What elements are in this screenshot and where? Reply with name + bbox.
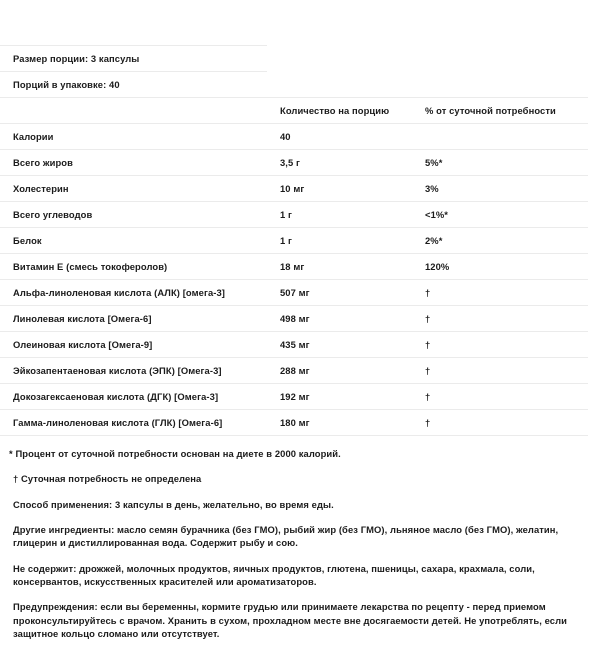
table-row <box>0 124 588 150</box>
nutrient-daily-value: † <box>412 384 588 410</box>
nutrient-name: Гамма-линоленовая кислота (ГЛК) [Омега-6] <box>0 410 267 436</box>
nutrient-amount: 498 мг <box>267 306 412 332</box>
nutrient-amount: 288 мг <box>267 358 412 384</box>
table-row <box>0 280 588 306</box>
servings-per-container-dv <box>412 72 588 98</box>
table-row <box>0 254 588 280</box>
nutrient-daily-value: 120% <box>412 254 588 280</box>
column-header-amount-per-serving: Количество на порцию <box>267 98 412 124</box>
nutrient-daily-value: 3% <box>412 176 588 202</box>
nutrient-amount: 10 мг <box>267 176 412 202</box>
supplement-facts-body <box>0 46 588 437</box>
serving-size-row <box>0 46 588 72</box>
nutrient-name: Линолевая кислота [Омега-6] <box>0 306 267 332</box>
nutrient-daily-value: † <box>412 358 588 384</box>
nutrient-amount: 180 мг <box>267 410 412 436</box>
column-header-nutrient <box>0 98 267 124</box>
notes-section <box>0 447 588 640</box>
nutrient-amount: 507 мг <box>267 280 412 306</box>
nutrient-daily-value <box>412 124 588 150</box>
nutrient-amount: 40 <box>267 124 412 150</box>
nutrient-daily-value: † <box>412 410 588 436</box>
table-row <box>0 332 588 358</box>
nutrient-daily-value: 5%* <box>412 150 588 176</box>
table-row <box>0 410 588 436</box>
supplement-facts-table <box>0 45 588 436</box>
table-row <box>0 384 588 410</box>
table-row <box>0 306 588 332</box>
serving-size-label: Размер порции: 3 капсулы <box>0 46 267 72</box>
nutrient-name: Калории <box>0 124 267 150</box>
nutrient-amount: 192 мг <box>267 384 412 410</box>
column-header-daily-value: % от суточной потребности <box>412 98 588 124</box>
nutrient-name: Всего жиров <box>0 150 267 176</box>
table-bottom-rule <box>0 436 588 437</box>
nutrient-name: Эйкозапентаеновая кислота (ЭПК) [Омега-3] <box>0 358 267 384</box>
nutrient-daily-value: † <box>412 306 588 332</box>
percent-daily-value-footnote: * Процент от суточной потребности основан на диете в 2000 калорий. <box>9 448 341 459</box>
servings-per-container-label: Порций в упаковке: 40 <box>0 72 267 98</box>
nutrient-daily-value: † <box>412 280 588 306</box>
supplement-facts-page <box>0 45 600 645</box>
table-row <box>0 202 588 228</box>
table-row <box>0 228 588 254</box>
nutrient-daily-value: † <box>412 332 588 358</box>
nutrient-amount: 1 г <box>267 228 412 254</box>
nutrient-name: Холестерин <box>0 176 267 202</box>
serving-size-amount <box>267 46 412 72</box>
table-row <box>0 150 588 176</box>
dagger-footnote: † Суточная потребность не определена <box>13 473 202 485</box>
warnings-text: Предупреждения: если вы беременны, кормите грудью или принимаете лекарства по рецепту - перед приемом проконсультируйтесь с врачом. Хранить в сухом, прохладном месте вне досягаемости детей. Не употреблять, если защитное кольцо сломано или отсутствует. <box>13 601 568 640</box>
servings-per-container-row <box>0 72 588 98</box>
table-row <box>0 176 588 202</box>
nutrient-name: Всего углеводов <box>0 202 267 228</box>
nutrient-name: Витамин E (смесь токоферолов) <box>0 254 267 280</box>
directions-text: Способ применения: 3 капсулы в день, желательно, во время еды. <box>13 498 334 510</box>
table-bottom-rule-cell <box>0 436 267 437</box>
nutrient-amount: 18 мг <box>267 254 412 280</box>
nutrient-name: Докозагексаеновая кислота (ДГК) [Омега-3] <box>0 384 267 410</box>
servings-per-container-amount <box>267 72 412 98</box>
nutrient-name: Олеиновая кислота [Омега-9] <box>0 332 267 358</box>
table-header-row <box>0 98 588 124</box>
nutrient-daily-value: 2%* <box>412 228 588 254</box>
nutrient-amount: 435 мг <box>267 332 412 358</box>
nutrient-amount: 3,5 г <box>267 150 412 176</box>
nutrient-name: Альфа-линоленовая кислота (АЛК) [омега-3] <box>0 280 267 306</box>
free-from-text: Не содержит: дрожжей, молочных продуктов, яичных продуктов, глютена, пшеницы, сахара, крахмала, соли, консервантов, искусственных красителей или ароматизаторов. <box>13 562 535 588</box>
table-bottom-rule-cell <box>412 436 588 437</box>
nutrient-daily-value: <1%* <box>412 202 588 228</box>
serving-size-dv <box>412 46 588 72</box>
nutrient-amount: 1 г <box>267 202 412 228</box>
table-row <box>0 358 588 384</box>
nutrient-name: Белок <box>0 228 267 254</box>
table-bottom-rule-cell <box>267 436 412 437</box>
other-ingredients-text: Другие ингредиенты: масло семян бурачника (без ГМО), рыбий жир (без ГМО), льняное масло (без ГМО), желатин, глицерин и дистиллированная вода. Содержит рыбу и сою. <box>13 524 559 549</box>
